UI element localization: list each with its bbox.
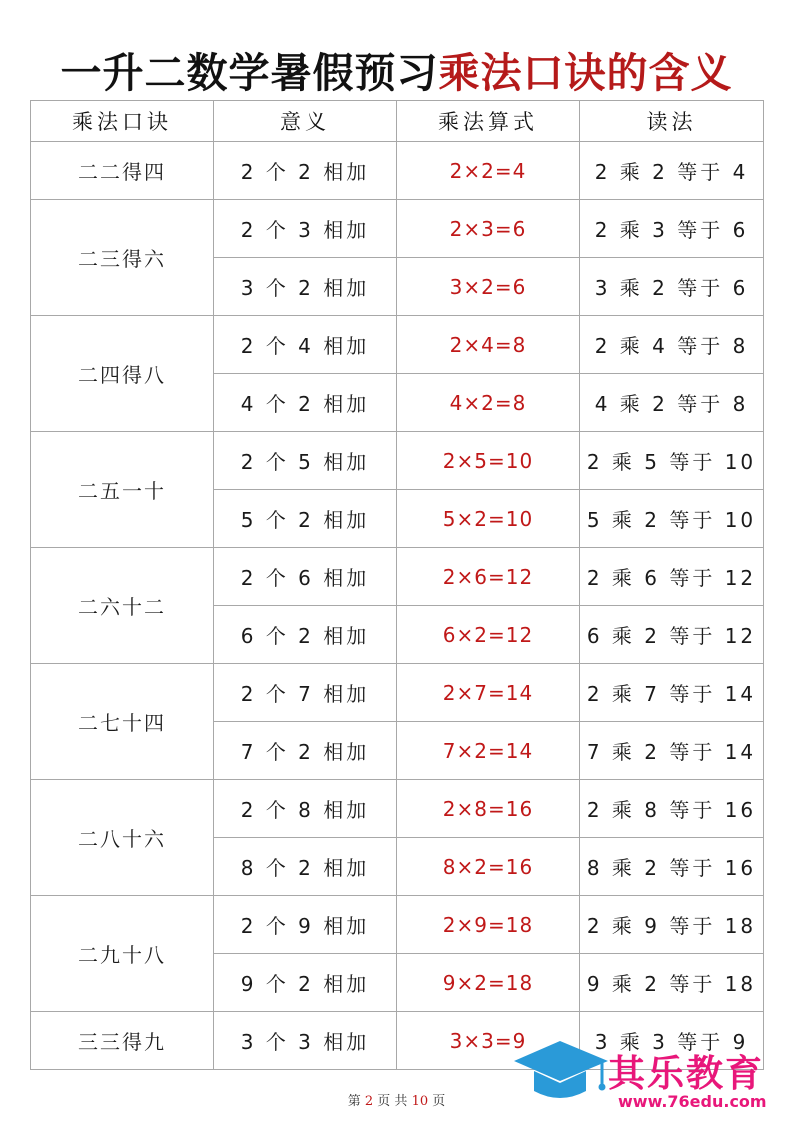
table-row [31, 432, 764, 490]
formula-cell: 2×6=12 [397, 548, 580, 606]
formula-cell: 8×2=16 [397, 838, 580, 896]
title-black: 一升二数学暑假预习 [60, 49, 439, 97]
formula-cell: 2×9=18 [397, 896, 580, 954]
meaning-cell: 2 个 6 相加 [214, 548, 397, 606]
formula-cell: 2×2=4 [397, 142, 580, 200]
reading-cell: 6 乘 2 等于 12 [580, 606, 764, 664]
footer-post: 页 [432, 1094, 446, 1109]
table-row [31, 200, 764, 258]
formula-cell: 3×2=6 [397, 258, 580, 316]
meaning-cell: 2 个 7 相加 [214, 664, 397, 722]
title-red: 乘法口诀的含义 [438, 49, 733, 97]
logo-url: www.76edu.com [618, 1092, 767, 1111]
meaning-cell: 2 个 5 相加 [214, 432, 397, 490]
header-koujue: 乘法口诀 [31, 101, 214, 142]
reading-cell: 3 乘 3 等于 9 [580, 1012, 764, 1070]
table-body [31, 142, 764, 1070]
meaning-cell: 3 个 3 相加 [214, 1012, 397, 1070]
meaning-cell: 6 个 2 相加 [214, 606, 397, 664]
koujue-cell: 二八十六 [31, 780, 214, 896]
table-row [31, 548, 764, 606]
multiplication-table [30, 100, 764, 1070]
reading-cell: 2 乘 8 等于 16 [580, 780, 764, 838]
reading-cell: 2 乘 6 等于 12 [580, 548, 764, 606]
logo-name: 其乐教育 [608, 1052, 764, 1095]
meaning-cell: 2 个 8 相加 [214, 780, 397, 838]
table-row [31, 896, 764, 954]
koujue-cell: 二四得八 [31, 316, 214, 432]
table-row [31, 664, 764, 722]
formula-cell: 6×2=12 [397, 606, 580, 664]
formula-cell: 2×7=14 [397, 664, 580, 722]
formula-cell: 2×5=10 [397, 432, 580, 490]
reading-cell: 2 乘 2 等于 4 [580, 142, 764, 200]
reading-cell: 8 乘 2 等于 16 [580, 838, 764, 896]
koujue-cell: 二六十二 [31, 548, 214, 664]
formula-cell: 2×4=8 [397, 316, 580, 374]
header-meaning: 意义 [214, 101, 397, 142]
meaning-cell: 7 个 2 相加 [214, 722, 397, 780]
reading-cell: 5 乘 2 等于 10 [580, 490, 764, 548]
koujue-cell: 二二得四 [31, 142, 214, 200]
footer-total-pages: 10 [411, 1094, 429, 1109]
meaning-cell: 5 个 2 相加 [214, 490, 397, 548]
header-reading: 读法 [580, 101, 764, 142]
footer-mid: 页 共 [377, 1094, 408, 1109]
reading-cell: 2 乘 4 等于 8 [580, 316, 764, 374]
koujue-cell: 二三得六 [31, 200, 214, 316]
header-formula: 乘法算式 [397, 101, 580, 142]
table-row [31, 142, 764, 200]
meaning-cell: 9 个 2 相加 [214, 954, 397, 1012]
reading-cell: 2 乘 5 等于 10 [580, 432, 764, 490]
meaning-cell: 2 个 3 相加 [214, 200, 397, 258]
meaning-cell: 4 个 2 相加 [214, 374, 397, 432]
formula-cell: 7×2=14 [397, 722, 580, 780]
reading-cell: 4 乘 2 等于 8 [580, 374, 764, 432]
koujue-cell: 二五一十 [31, 432, 214, 548]
formula-cell: 5×2=10 [397, 490, 580, 548]
footer-pre: 第 [347, 1094, 361, 1109]
formula-cell: 2×8=16 [397, 780, 580, 838]
meaning-cell: 8 个 2 相加 [214, 838, 397, 896]
koujue-cell: 二九十八 [31, 896, 214, 1012]
koujue-cell: 二七十四 [31, 664, 214, 780]
meaning-cell: 2 个 9 相加 [214, 896, 397, 954]
reading-cell: 7 乘 2 等于 14 [580, 722, 764, 780]
table-row [31, 780, 764, 838]
meaning-cell: 3 个 2 相加 [214, 258, 397, 316]
formula-cell: 9×2=18 [397, 954, 580, 1012]
reading-cell: 2 乘 7 等于 14 [580, 664, 764, 722]
header-row [31, 101, 764, 142]
footer-page-number: 2 [364, 1094, 374, 1109]
page-title [0, 40, 793, 99]
formula-cell: 4×2=8 [397, 374, 580, 432]
reading-cell: 2 乘 3 等于 6 [580, 200, 764, 258]
koujue-cell: 三三得九 [31, 1012, 214, 1070]
meaning-cell: 2 个 2 相加 [214, 142, 397, 200]
table-row [31, 316, 764, 374]
meaning-cell: 2 个 4 相加 [214, 316, 397, 374]
reading-cell: 9 乘 2 等于 18 [580, 954, 764, 1012]
formula-cell: 3×3=9 [397, 1012, 580, 1070]
reading-cell: 2 乘 9 等于 18 [580, 896, 764, 954]
reading-cell: 3 乘 2 等于 6 [580, 258, 764, 316]
formula-cell: 2×3=6 [397, 200, 580, 258]
